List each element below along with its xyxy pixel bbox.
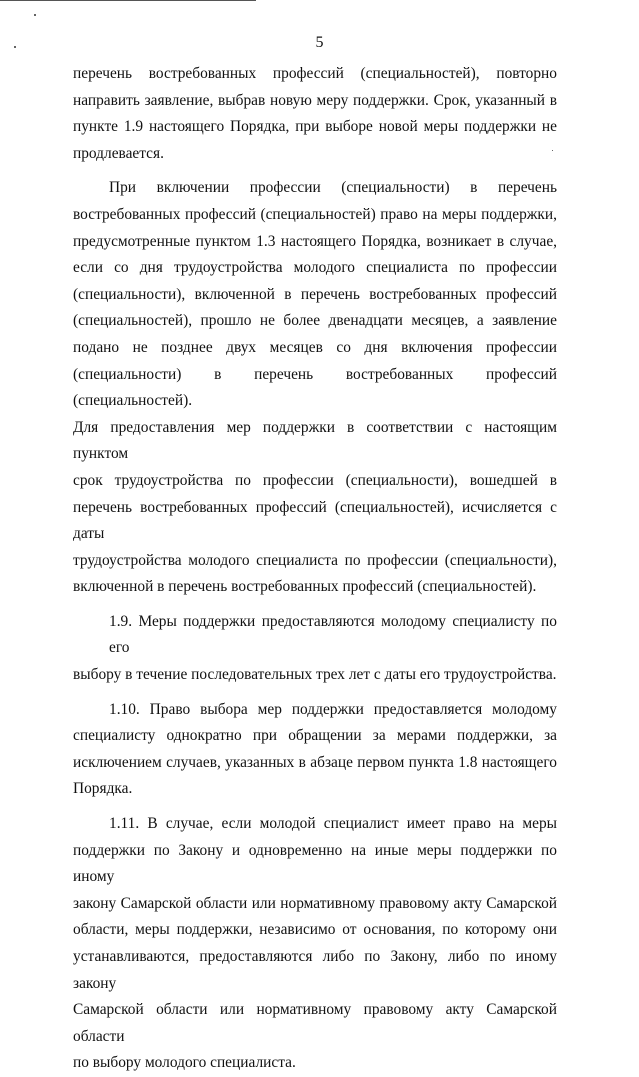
text-line: (специальностей), прошло не более двенадцати месяцев, а заявление [73,312,557,330]
text-line: 1.10. Право выбора мер поддержки предоставляется молодому [109,700,557,718]
paragraph [73,697,557,803]
document-body [73,61,557,1077]
text-line: продлевается. [73,144,164,162]
text-line: области, меры поддержки, независимо от основания, по которому они [73,921,557,939]
text-line: поддержки по Закону и одновременно на иные меры поддержки по иному [73,841,557,886]
text-line: Самарской области или нормативному правовому акту Самарской области [73,1001,557,1045]
text-line: перечень востребованных профессий (специальностей), повторно [73,65,557,82]
text-line: 1.11. В случае, если молодой специалист имеет право на меры [109,815,557,833]
text-line: предусмотренные пунктом 1.3 настоящего Порядка, возникает в случае, [73,232,557,250]
scan-top-rule [0,0,256,1]
page-number: 5 [315,34,324,51]
paragraph [73,811,557,1077]
text-line: выбору в течение последовательных трех лет с даты его трудоустройства. [73,666,557,684]
text-line: направить заявление, выбрав новую меру поддержки. Срок, указанный в [73,91,557,109]
text-line: устанавливаются, предоставляются либо по Закону, либо по иному закону [73,948,557,992]
text-line: если со дня трудоустройства молодого специалиста по профессии [73,259,557,277]
text-line: срок трудоустройства по профессии (специальности), вошедшей в [73,471,557,489]
text-line: трудоустройства молодого специалиста по профессии (специальности), [73,551,557,569]
text-line: закону Самарской области или нормативному правовому акту Самарской [73,894,557,912]
text-line: Порядка. [73,780,133,798]
text-line: 1.9. Меры поддержки предоставляются молодому специалисту по его [109,612,557,657]
text-line: исключением случаев, указанных в абзаце первом пункта 1.8 настоящего [73,753,557,771]
text-line: специалисту однократно при обращении за мерами поддержки, за [73,727,557,745]
text-line: (специальности), включенной в перечень востребованных профессий [73,285,557,303]
paragraph [73,61,557,167]
text-line: (специальности) в перечень востребованных профессий (специальностей). [73,365,557,410]
paragraph [73,175,557,601]
text-line: востребованных профессий (специальностей) право на меры поддержки, [73,205,557,223]
text-line: пункте 1.9 настоящего Порядка, при выборе новой меры поддержки не [73,118,557,136]
text-line: включенной в перечень востребованных профессий (специальностей). [73,578,537,596]
text-line: по выбору молодого специалиста. [73,1054,296,1072]
text-line: Для предоставления мер поддержки в соответствии с настоящим пунктом [73,418,557,463]
scan-speck [34,14,36,16]
paragraph [73,609,557,689]
text-line: При включении профессии (специальности) в перечень [109,179,557,197]
text-line: перечень востребованных профессий (специальностей), исчисляется с даты [73,498,557,543]
text-line: подано не позднее двух месяцев со дня включения профессии [73,338,557,356]
